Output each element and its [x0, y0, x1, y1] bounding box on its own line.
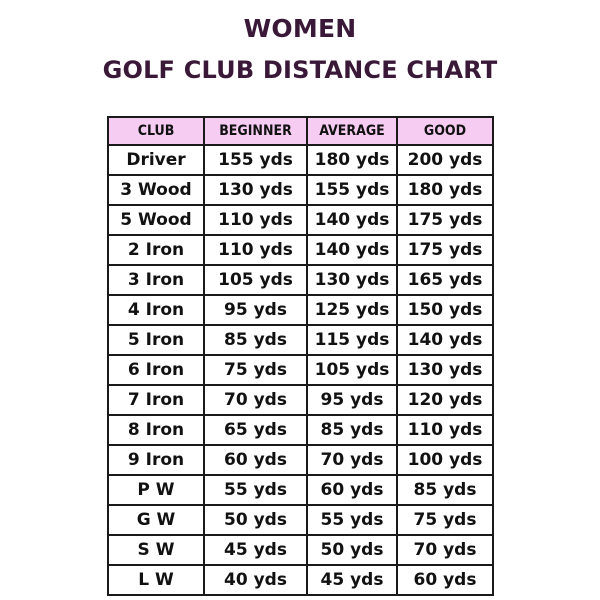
distance-table	[107, 116, 494, 596]
table-row	[108, 385, 493, 415]
beginner-cell: 95 yds	[204, 295, 307, 325]
good-cell: 75 yds	[397, 505, 493, 535]
club-cell: S W	[108, 535, 204, 565]
club-cell: 3 Iron	[108, 265, 204, 295]
good-cell: 175 yds	[397, 235, 493, 265]
good-cell: 200 yds	[397, 145, 493, 175]
chart-title-line-2: GOLF CLUB DISTANCE CHART	[102, 56, 498, 84]
club-cell: 8 Iron	[108, 415, 204, 445]
good-cell: 120 yds	[397, 385, 493, 415]
club-cell: 7 Iron	[108, 385, 204, 415]
average-cell: 45 yds	[307, 565, 397, 595]
club-cell: 9 Iron	[108, 445, 204, 475]
average-cell: 155 yds	[307, 175, 397, 205]
club-cell: P W	[108, 475, 204, 505]
average-cell: 55 yds	[307, 505, 397, 535]
good-cell: 165 yds	[397, 265, 493, 295]
club-cell: 4 Iron	[108, 295, 204, 325]
average-cell: 130 yds	[307, 265, 397, 295]
beginner-cell: 40 yds	[204, 565, 307, 595]
table-row	[108, 235, 493, 265]
average-cell: 140 yds	[307, 235, 397, 265]
beginner-cell: 65 yds	[204, 415, 307, 445]
table-row	[108, 325, 493, 355]
average-cell: 140 yds	[307, 205, 397, 235]
average-cell: 95 yds	[307, 385, 397, 415]
good-cell: 150 yds	[397, 295, 493, 325]
average-cell: 125 yds	[307, 295, 397, 325]
beginner-cell: 85 yds	[204, 325, 307, 355]
column-header-beginner: BEGINNER	[204, 117, 307, 145]
average-cell: 105 yds	[307, 355, 397, 385]
good-cell: 70 yds	[397, 535, 493, 565]
table-row	[108, 175, 493, 205]
table-row	[108, 295, 493, 325]
beginner-cell: 50 yds	[204, 505, 307, 535]
good-cell: 100 yds	[397, 445, 493, 475]
beginner-cell: 75 yds	[204, 355, 307, 385]
average-cell: 60 yds	[307, 475, 397, 505]
table-row	[108, 415, 493, 445]
table-row	[108, 505, 493, 535]
good-cell: 175 yds	[397, 205, 493, 235]
table-row	[108, 475, 493, 505]
good-cell: 85 yds	[397, 475, 493, 505]
beginner-cell: 130 yds	[204, 175, 307, 205]
average-cell: 180 yds	[307, 145, 397, 175]
table-row	[108, 445, 493, 475]
beginner-cell: 60 yds	[204, 445, 307, 475]
table-row	[108, 205, 493, 235]
club-cell: 6 Iron	[108, 355, 204, 385]
beginner-cell: 45 yds	[204, 535, 307, 565]
club-cell: 5 Wood	[108, 205, 204, 235]
column-header-good: GOOD	[397, 117, 493, 145]
club-cell: L W	[108, 565, 204, 595]
beginner-cell: 110 yds	[204, 205, 307, 235]
table-row	[108, 565, 493, 595]
good-cell: 110 yds	[397, 415, 493, 445]
good-cell: 180 yds	[397, 175, 493, 205]
beginner-cell: 105 yds	[204, 265, 307, 295]
beginner-cell: 155 yds	[204, 145, 307, 175]
good-cell: 130 yds	[397, 355, 493, 385]
column-header-average: AVERAGE	[307, 117, 397, 145]
club-cell: G W	[108, 505, 204, 535]
average-cell: 85 yds	[307, 415, 397, 445]
chart-title-line-1: WOMEN	[243, 14, 357, 43]
column-header-club: CLUB	[108, 117, 204, 145]
beginner-cell: 55 yds	[204, 475, 307, 505]
good-cell: 140 yds	[397, 325, 493, 355]
table-body	[108, 145, 493, 595]
club-cell: Driver	[108, 145, 204, 175]
average-cell: 70 yds	[307, 445, 397, 475]
club-cell: 5 Iron	[108, 325, 204, 355]
average-cell: 50 yds	[307, 535, 397, 565]
club-cell: 3 Wood	[108, 175, 204, 205]
table-row	[108, 535, 493, 565]
club-cell: 2 Iron	[108, 235, 204, 265]
average-cell: 115 yds	[307, 325, 397, 355]
table-row	[108, 265, 493, 295]
beginner-cell: 110 yds	[204, 235, 307, 265]
table-header-row	[108, 117, 493, 145]
table-row	[108, 355, 493, 385]
table-row	[108, 145, 493, 175]
good-cell: 60 yds	[397, 565, 493, 595]
beginner-cell: 70 yds	[204, 385, 307, 415]
